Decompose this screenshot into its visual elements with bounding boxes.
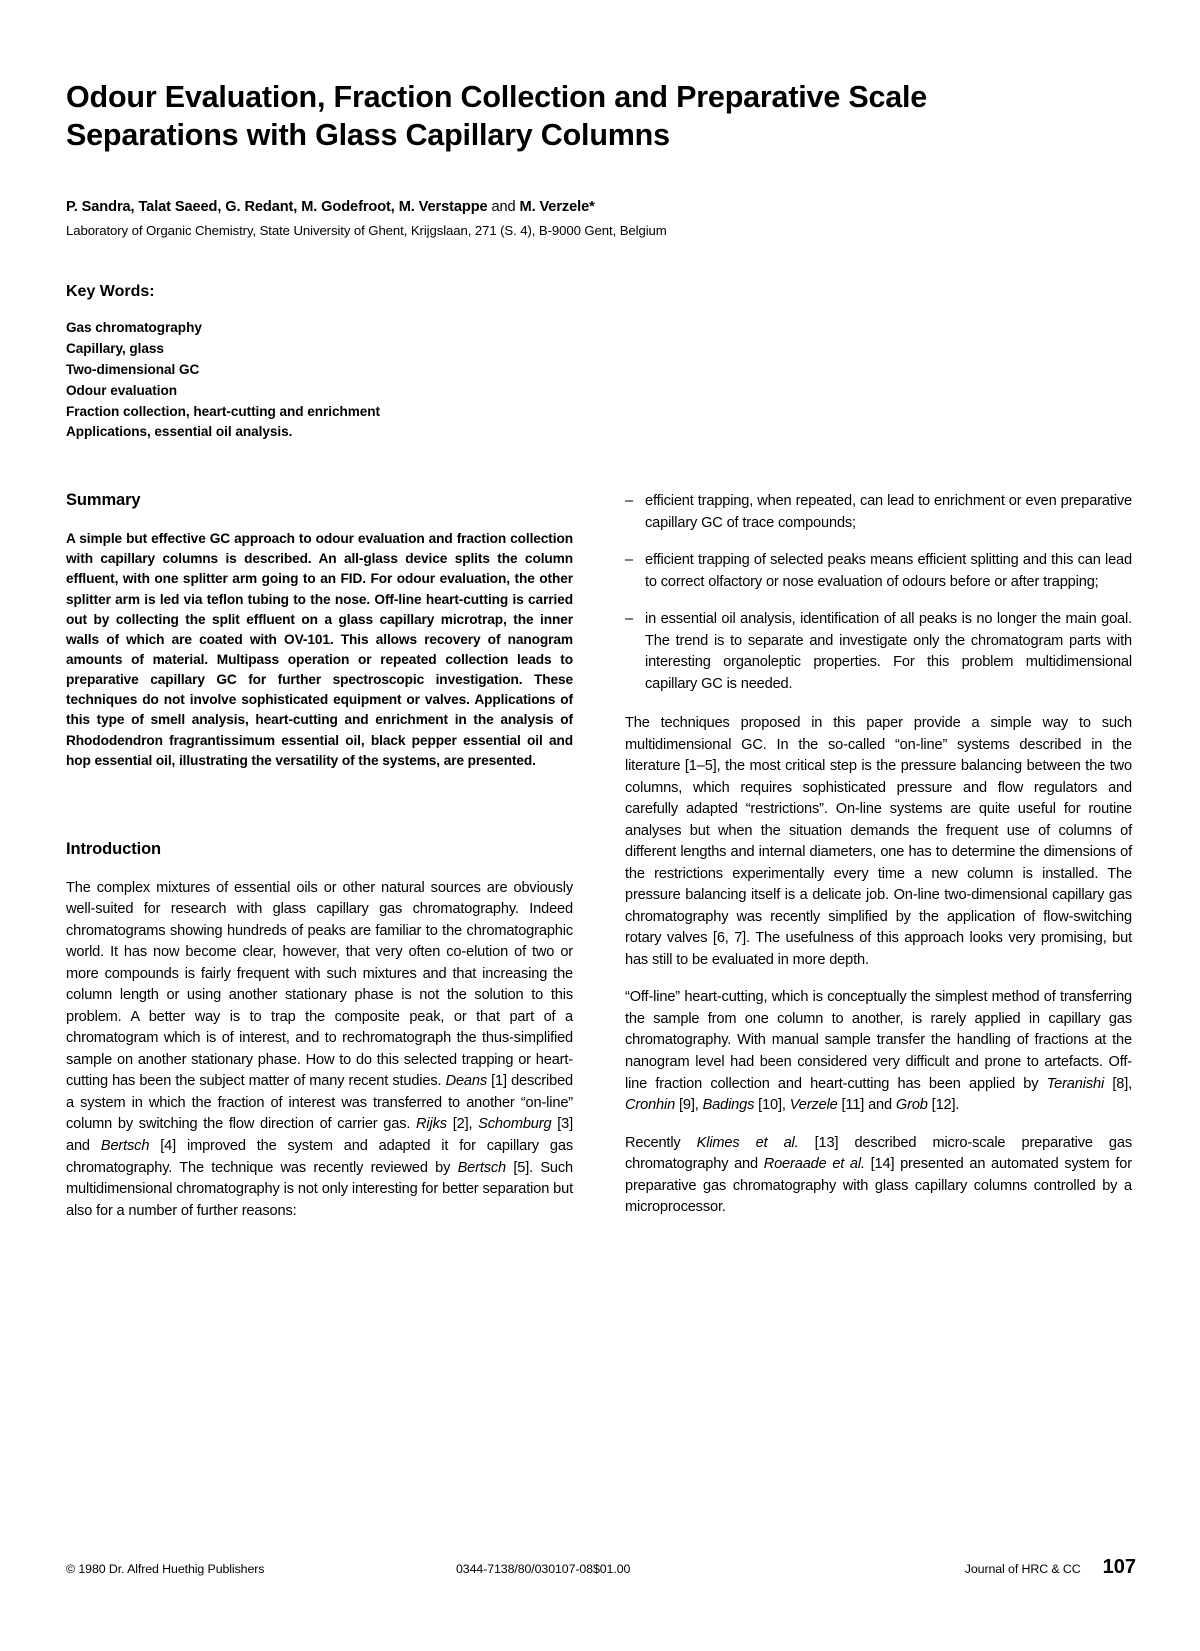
offline-text-e: [11] and — [837, 1097, 896, 1114]
keywords-heading: Key Words: — [66, 283, 155, 301]
citation-verzele: Verzele — [789, 1097, 838, 1114]
article-title: Odour Evaluation, Fraction Collection and Preparative Scale Separations with Glass Capillary Columns — [66, 80, 928, 153]
introduction-paragraph — [66, 878, 573, 1222]
keyword-item: Capillary, glass — [66, 341, 164, 357]
keyword-item: Applications, essential oil analysis. — [66, 424, 293, 440]
citation-bertsch-2: Bertsch — [457, 1159, 506, 1176]
intro-text-b: [1] described a system in which the fraction of interest was transferred to another “on-line” column by switching the flow direction of carrier gas. — [66, 1073, 573, 1133]
citation-badings: Badings — [702, 1097, 755, 1114]
keyword-item: Fraction collection, heart-cutting and enrichment — [66, 403, 381, 419]
introduction-heading: Introduction — [66, 839, 162, 858]
offline-text-a: “Off-line” heart-cutting, which is conceptually the simplest method of transferring the sample from one column to another, is rarely applied in capillary gas chromatography. With manual sample transfer the handling of fractions at the nanogram level had been considered very difficult and prone to artefacts. Off-line fraction collection and heart-cutting has been applied by — [625, 989, 1132, 1092]
offline-text-b: [8], — [1104, 1075, 1132, 1092]
author-list — [66, 198, 1136, 218]
list-item-text: efficient trapping of selected peaks means efficient splitting and this can lead to correct olfactory or nose evaluation of odours before or after trapping; — [645, 552, 1132, 590]
page-number: 107 — [1102, 1556, 1136, 1578]
offline-text-f: [12]. — [927, 1097, 960, 1114]
reasons-list — [625, 491, 1132, 695]
list-item — [625, 491, 1132, 534]
page-content — [66, 0, 1136, 1222]
recent-text-c: [14] presented an automated system for preparative gas chromatography with glass capillary columns controlled by a microprocessor. — [625, 1156, 1132, 1216]
summary-text: A simple but effective GC approach to odour evaluation and fraction collection with capillary columns is described. An all-glass device splits the column effluent, with one splitter arm going to an FID. For odour evaluation, the other splitter arm is led via teflon tubing to the nose. Off-line heart-cutting is carried out by collecting the split effluent on a glass capillary microtrap, the inner walls of which are coated with OV-101. This allows recovery of nanogram amounts of material. Multipass operation or repeated collection leads to preparative capillary GC for further spectroscopic investigation. These techniques do not involve sophisticated equipment or valves. Applications of this type of smell analysis, heart-cutting and enrichment in the analysis of Rhododendron fragrantissimum essential oil, black pepper essential oil and hop essential oil, illustrating the versatility of the systems, are presented. — [66, 531, 573, 768]
recent-text-b: [13] described micro-scale preparative gas chromatography and — [625, 1134, 1132, 1173]
intro-text-f: [5]. Such multidimensional chromatography is not only interesting for better separation but also for a number of further reasons: — [66, 1159, 573, 1219]
citation-bertsch: Bertsch — [100, 1138, 150, 1154]
left-column — [66, 491, 573, 1222]
dash-marker: – — [625, 493, 633, 510]
keyword-item: Gas chromatography — [66, 320, 202, 336]
keywords-list — [66, 318, 1136, 443]
authors-primary: P. Sandra, Talat Saeed, G. Redant, M. Godefroot, M. Verstappe — [66, 198, 488, 215]
footer-copyright: © 1980 Dr. Alfred Huethig Publishers — [66, 1562, 265, 1576]
dash-marker: – — [625, 552, 633, 569]
citation-rijks: Rijks — [416, 1116, 447, 1133]
techniques-paragraph: The techniques proposed in this paper provide a simple way to such multidimensional GC. In the so-called “on-line” systems described in the literature [1–5], the most critical step is the pressure balancing between the two columns, which requires sophisticated pressure and flow regulators and carefully adapted “restrictions”. On-line systems are quite useful for routine analyses but when the situation demands the frequent use of columns of different lengths and internal diameters, one has to determine the dimensions of the restrictions experimentally every time a new column is installed. The pressure balancing itself is a delicate job. On-line two-dimensional capillary gas chromatography was recently simplified by the application of flow-switching rotary valves [6, 7]. The usefulness of this approach looks very promising, but has still to be evaluated in more depth. — [625, 715, 1132, 968]
citation-cronhin: Cronhin — [625, 1097, 676, 1114]
citation-deans: Deans — [445, 1073, 487, 1090]
intro-text-c: [2], — [446, 1116, 479, 1133]
page-footer — [66, 1556, 1136, 1579]
list-item — [625, 609, 1132, 695]
authors-conjunction: and — [487, 198, 520, 215]
intro-text-d: [3] and — [66, 1116, 573, 1154]
list-item — [625, 550, 1132, 593]
footer-journal-info — [816, 1556, 1136, 1579]
list-item-text: efficient trapping, when repeated, can lead to enrichment or even preparative capillary GC of trace compounds; — [645, 493, 1132, 531]
citation-teranishi: Teranishi — [1046, 1075, 1105, 1092]
citation-grob: Grob — [895, 1097, 928, 1114]
offline-text-c: [9], — [675, 1097, 703, 1114]
citation-roeraade: Roeraade et al. — [763, 1156, 865, 1173]
intro-text-a: The complex mixtures of essential oils or other natural sources are obviously well-suited for research with glass capillary gas chromatography. Indeed chromatograms showing hundreds of peaks are familiar to the chromatographic world. It has now become clear, however, that very often co-elution of two or more compounds is fairly frequent with such mixtures and that increasing the column length or using another stationary phase is not the solution to this problem. A better way is to trap the composite peak, or that part of a chromatogram which is of interest, and to rechromatograph the thus-simplified sample on another stationary phase. How to do this selected trapping or heart-cutting has been the subject matter of many recent studies. — [66, 879, 573, 1090]
recent-work-paragraph — [625, 1133, 1132, 1219]
citation-klimes: Klimes et al. — [696, 1134, 799, 1151]
keywords-section — [66, 283, 1136, 443]
keyword-item: Two-dimensional GC — [66, 361, 200, 377]
intro-text-e: [4] improved the system and adapted it for capillary gas chromatography. The technique was recently reviewed by — [66, 1138, 573, 1176]
right-column — [625, 491, 1132, 1222]
author-affiliation: Laboratory of Organic Chemistry, State University of Ghent, Krijgslaan, 271 (S. 4), B-9000 Gent, Belgium — [66, 222, 667, 238]
summary-heading: Summary — [66, 491, 141, 510]
list-item-text: in essential oil analysis, identification of all peaks is no longer the main goal. The trend is to separate and investigate only the chromatogram parts with interesting organoleptic properties. For this problem multidimensional capillary GC is needed. — [645, 611, 1132, 692]
dash-marker: – — [625, 611, 633, 628]
footer-issn-code: 0344-7138/80/030107-08$01.00 — [456, 1562, 631, 1576]
body-columns — [66, 491, 1136, 1222]
citation-schomburg: Schomburg — [478, 1116, 552, 1133]
recent-text-a: Recently — [625, 1134, 697, 1151]
offline-heartcutting-paragraph — [625, 987, 1132, 1116]
offline-text-d: [10], — [754, 1097, 790, 1114]
keyword-item: Odour evaluation — [66, 382, 177, 398]
authors-corresponding: M. Verzele* — [519, 198, 595, 215]
footer-journal-name: Journal of HRC & CC — [964, 1562, 1081, 1576]
